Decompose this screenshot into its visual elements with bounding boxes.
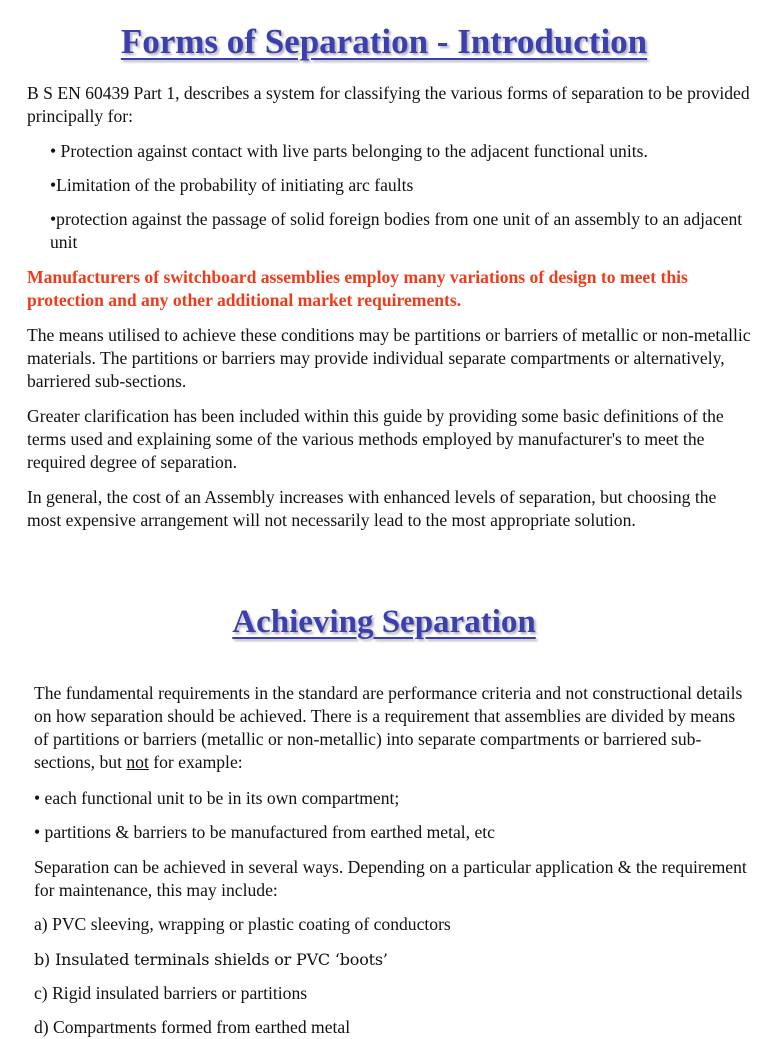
- bullet-foreign-bodies: •protection against the passage of solid foreign bodies from one unit of an assembly to an adjacent unit: [50, 209, 743, 252]
- list-item-rigid-barriers: c) Rigid insulated barriers or partitions: [34, 983, 308, 1003]
- intro-paragraph: B S EN 60439 Part 1, describes a system for classifying the various forms of separation to be provided principally for:: [27, 83, 750, 126]
- bullet-protection-contact: • Protection against contact with live parts belonging to the adjacent functional units.: [50, 141, 648, 161]
- section-title-achieving-separation: Achieving Separation: [232, 604, 536, 640]
- paragraph-cost-of-assembly: In general, the cost of an Assembly increases with enhanced levels of separation, but choosing the most expensive arrangement will not necessarily lead to the most appropriate solution.: [27, 487, 717, 530]
- list-item-compartments: d) Compartments formed from earthed metal: [34, 1017, 351, 1037]
- fundamental-requirements-tail: for example:: [148, 752, 243, 772]
- fundamental-requirements-text: The fundamental requirements in the standard are performance criteria and not constructional details on how separation should be achieved. There is a requirement that assemblies are divided by means of partitions or barriers (metallic or non-metallic) into separate compartments or barriered sub-sections, but: [34, 683, 743, 772]
- bullet-arc-faults: •Limitation of the probability of initiating arc faults: [50, 175, 414, 195]
- paragraph-greater-clarification: Greater clarification has been included within this guide by providing some basic definitions of the terms used and explaining some of the various methods employed by manufacturer's to meet the required degree of separation.: [27, 406, 724, 472]
- list-item-pvc-sleeving: a) PVC sleeving, wrapping or plastic coating of conductors: [34, 914, 451, 934]
- bullet-earthed-metal: • partitions & barriers to be manufactured from earthed metal, etc: [34, 822, 495, 842]
- paragraph-fundamental-requirements: [34, 682, 749, 774]
- list-item-insulated-terminals: b) Insulated terminals shields or PVC ‘boots’: [34, 950, 388, 969]
- highlight-manufacturers-note: Manufacturers of switchboard assemblies employ many variations of design to meet this protection and any other additional market requirements.: [27, 267, 688, 310]
- bullet-functional-unit: • each functional unit to be in its own compartment;: [34, 788, 400, 808]
- not-emphasis: not: [126, 752, 149, 772]
- section-title-forms-of-separation: Forms of Separation - Introduction: [120, 22, 648, 61]
- paragraph-separation-ways: Separation can be achieved in several ways. Depending on a particular application & the requirement for maintenance, this may include:: [34, 857, 747, 900]
- paragraph-means-utilised: The means utilised to achieve these conditions may be partitions or barriers of metallic or non-metallic materials. The partitions or barriers may provide individual separate compartments or alternatively, barriered sub-sections.: [27, 325, 751, 391]
